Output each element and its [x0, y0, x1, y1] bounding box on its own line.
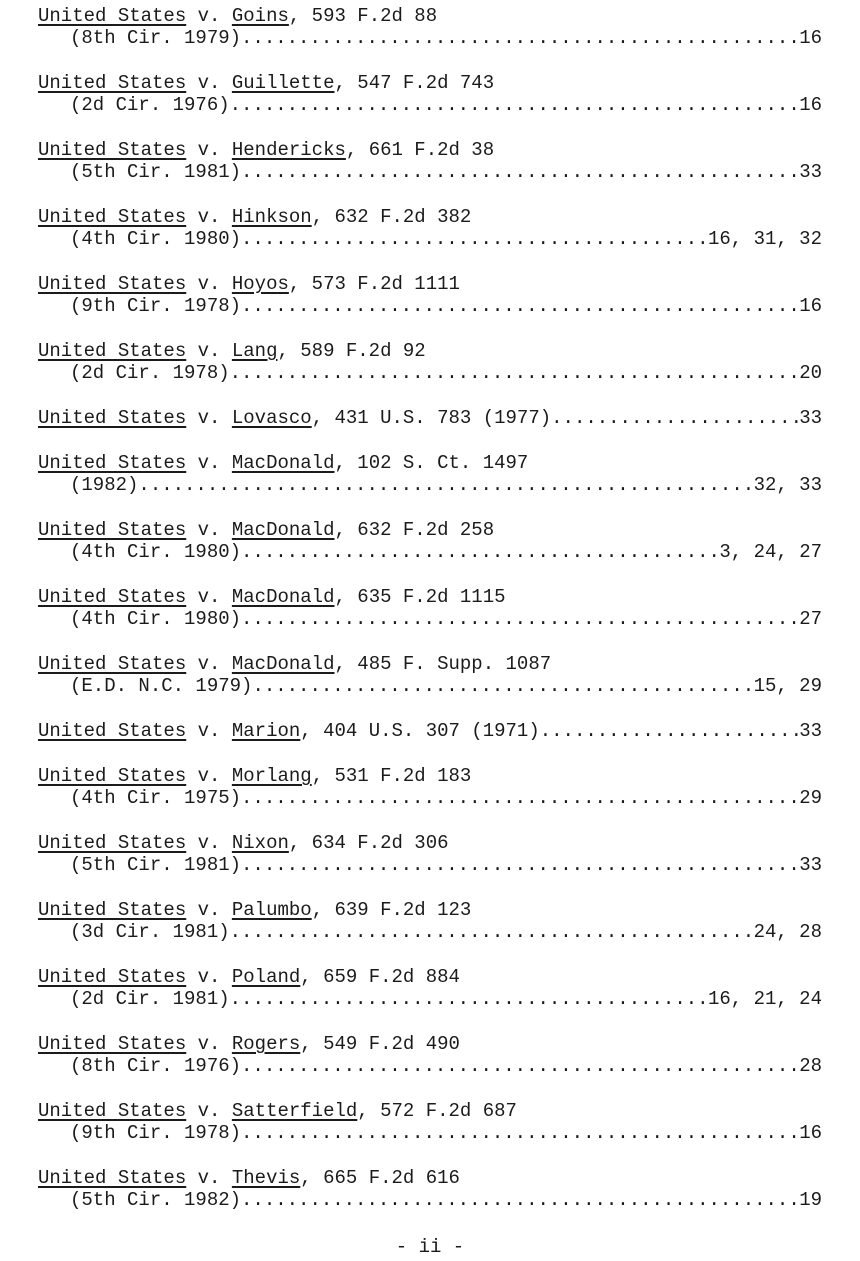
case-citation-line: [38, 832, 822, 854]
authority-entry: [38, 5, 822, 72]
page-refs: 3, 24, 27: [719, 541, 822, 563]
dot-leader: [230, 94, 800, 116]
court-page-line: [38, 295, 822, 317]
party-name: United States: [38, 340, 187, 362]
court-page-line: [38, 854, 822, 876]
reporter-cite: , 635 F.2d 1115: [334, 586, 506, 608]
case-name: Goins: [231, 5, 289, 27]
versus: v.: [197, 1100, 221, 1122]
case-name: Poland: [231, 966, 301, 988]
party-name: United States: [38, 1100, 187, 1122]
authority-entry: [38, 586, 822, 653]
page-refs: 33: [799, 407, 822, 429]
court-page-line: [38, 94, 822, 116]
authority-entry: [38, 273, 822, 340]
authority-entry: [38, 765, 822, 832]
dot-leader: [241, 228, 708, 250]
case-name: Hoyos: [231, 273, 289, 295]
case-citation-line: [38, 1100, 822, 1122]
case-name: Hinkson: [231, 206, 312, 228]
dot-leader: [540, 720, 799, 742]
reporter-cite: , 665 F.2d 616: [300, 1167, 460, 1189]
dot-leader: [138, 474, 753, 496]
page-refs: 33: [799, 161, 822, 183]
case-name: MacDonald: [231, 452, 335, 474]
reporter-cite: , 531 F.2d 183: [311, 765, 472, 787]
court-year: (5th Cir. 1981): [70, 854, 242, 876]
page-refs: 19: [799, 1189, 822, 1211]
party-name: United States: [38, 5, 187, 27]
versus: v.: [197, 340, 221, 362]
case-citation-line: [38, 273, 822, 295]
authority-entry: [38, 452, 822, 519]
case-name: MacDonald: [231, 519, 335, 541]
page-refs: 27: [799, 608, 822, 630]
case-citation-line: [38, 1167, 822, 1189]
reporter-cite: , 573 F.2d 1111: [288, 273, 460, 295]
versus: v.: [197, 832, 221, 854]
party-name: United States: [38, 586, 187, 608]
party-name: United States: [38, 899, 187, 921]
page-number: - ii -: [395, 1236, 465, 1258]
court-page-line: [38, 161, 822, 183]
authority-entry: [38, 899, 822, 966]
party-name: United States: [38, 653, 187, 675]
reporter-cite: , 431 U.S. 783 (1977): [311, 407, 552, 429]
court-page-line: [38, 27, 822, 49]
versus: v.: [197, 273, 221, 295]
authority-entry: [38, 519, 822, 586]
case-name: Thevis: [231, 1167, 301, 1189]
authority-entry: [38, 720, 822, 765]
case-citation-line: [38, 452, 822, 474]
court-page-line: [38, 787, 822, 809]
dot-leader: [230, 362, 800, 384]
court-page-line: [38, 228, 822, 250]
versus: v.: [197, 765, 221, 787]
court-year: (1982): [70, 474, 139, 496]
party-name: United States: [38, 966, 187, 988]
court-year: (8th Cir. 1976): [70, 1055, 242, 1077]
case-name: Satterfield: [231, 1100, 358, 1122]
court-year: (9th Cir. 1978): [70, 1122, 242, 1144]
versus: v.: [197, 452, 221, 474]
case-citation-line: [38, 899, 822, 921]
case-citation-line: [38, 1033, 822, 1055]
court-page-line: [38, 1122, 822, 1144]
party-name: United States: [38, 765, 187, 787]
dot-leader: [241, 295, 799, 317]
versus: v.: [197, 720, 221, 742]
court-page-line: [38, 675, 822, 697]
court-year: (4th Cir. 1980): [70, 608, 242, 630]
party-name: United States: [38, 206, 187, 228]
page-refs: 24, 28: [753, 921, 822, 943]
dot-leader: [241, 1055, 799, 1077]
versus: v.: [197, 1167, 221, 1189]
page-refs: 32, 33: [753, 474, 822, 496]
page-refs: 20: [799, 362, 822, 384]
authority-entry: [38, 653, 822, 720]
party-name: United States: [38, 1167, 187, 1189]
dot-leader: [241, 161, 799, 183]
page-refs: 33: [799, 854, 822, 876]
case-name: Marion: [231, 720, 301, 742]
reporter-cite: , 659 F.2d 884: [300, 966, 460, 988]
versus: v.: [197, 139, 221, 161]
authority-entry: [38, 832, 822, 899]
case-name: MacDonald: [231, 586, 335, 608]
authority-entry: [38, 340, 822, 407]
case-name: Nixon: [231, 832, 289, 854]
court-year: (2d Cir. 1976): [70, 94, 230, 116]
court-page-line: [38, 921, 822, 943]
court-year: (4th Cir. 1980): [70, 228, 242, 250]
case-name: Lovasco: [231, 407, 312, 429]
reporter-cite: , 485 F. Supp. 1087: [334, 653, 552, 675]
page-refs: 28: [799, 1055, 822, 1077]
case-name: Lang: [231, 340, 278, 362]
court-year: (4th Cir. 1975): [70, 787, 242, 809]
dot-leader: [252, 675, 753, 697]
versus: v.: [197, 966, 221, 988]
dot-leader: [241, 541, 719, 563]
dot-leader: [241, 1122, 799, 1144]
page-refs: 16: [799, 27, 822, 49]
court-page-line: [38, 1189, 822, 1211]
party-name: United States: [38, 519, 187, 541]
page-refs: 16: [799, 94, 822, 116]
reporter-cite: , 404 U.S. 307 (1971): [300, 720, 540, 742]
party-name: United States: [38, 273, 187, 295]
dot-leader: [551, 407, 799, 429]
case-citation-line: [38, 5, 822, 27]
page-refs: 16, 31, 32: [707, 228, 822, 250]
versus: v.: [197, 72, 221, 94]
reporter-cite: , 547 F.2d 743: [334, 72, 495, 94]
case-name: MacDonald: [231, 653, 335, 675]
page-refs: 16, 21, 24: [707, 988, 822, 1010]
table-of-authorities: [38, 5, 822, 1234]
dot-leader: [241, 787, 799, 809]
case-citation-line: [38, 139, 822, 161]
case-citation-line: [38, 586, 822, 608]
case-name: Hendericks: [231, 139, 346, 161]
case-citation-line: [38, 519, 822, 541]
reporter-cite: , 632 F.2d 382: [311, 206, 472, 228]
case-name: Palumbo: [231, 899, 312, 921]
page-refs: 16: [799, 1122, 822, 1144]
case-name: Rogers: [231, 1033, 301, 1055]
dot-leader: [241, 608, 799, 630]
reporter-cite: , 632 F.2d 258: [334, 519, 495, 541]
court-year: (5th Cir. 1981): [70, 161, 242, 183]
court-page-line: [38, 988, 822, 1010]
party-name: United States: [38, 72, 187, 94]
party-name: United States: [38, 407, 187, 429]
court-page-line: [38, 362, 822, 384]
court-year: (4th Cir. 1980): [70, 541, 242, 563]
court-year: (E.D. N.C. 1979): [70, 675, 253, 697]
dot-leader: [241, 27, 799, 49]
court-year: (8th Cir. 1979): [70, 27, 242, 49]
versus: v.: [197, 206, 221, 228]
court-year: (9th Cir. 1978): [70, 295, 242, 317]
case-citation-line: [38, 340, 822, 362]
case-citation-line: [38, 206, 822, 228]
authority-entry: [38, 72, 822, 139]
party-name: United States: [38, 720, 187, 742]
case-citation-line: [38, 966, 822, 988]
case-citation-line: [38, 653, 822, 675]
court-page-line: [38, 541, 822, 563]
reporter-cite: , 661 F.2d 38: [345, 139, 495, 161]
case-citation-line: [38, 720, 822, 742]
reporter-cite: , 572 F.2d 687: [357, 1100, 517, 1122]
party-name: United States: [38, 139, 187, 161]
reporter-cite: , 634 F.2d 306: [288, 832, 449, 854]
reporter-cite: , 589 F.2d 92: [277, 340, 426, 362]
reporter-cite: , 102 S. Ct. 1497: [334, 452, 529, 474]
dot-leader: [241, 854, 799, 876]
case-name: Guillette: [231, 72, 335, 94]
case-citation-line: [38, 407, 822, 429]
page-refs: 16: [799, 295, 822, 317]
versus: v.: [197, 5, 221, 27]
page-refs: 29: [799, 787, 822, 809]
reporter-cite: , 549 F.2d 490: [300, 1033, 460, 1055]
authority-entry: [38, 1167, 822, 1234]
dot-leader: [241, 1189, 799, 1211]
versus: v.: [197, 519, 221, 541]
case-citation-line: [38, 72, 822, 94]
authority-entry: [38, 206, 822, 273]
versus: v.: [197, 899, 221, 921]
party-name: United States: [38, 832, 187, 854]
party-name: United States: [38, 1033, 187, 1055]
court-year: (5th Cir. 1982): [70, 1189, 242, 1211]
court-page-line: [38, 474, 822, 496]
reporter-cite: , 593 F.2d 88: [288, 5, 438, 27]
versus: v.: [197, 407, 221, 429]
authority-entry: [38, 966, 822, 1033]
court-year: (2d Cir. 1981): [70, 988, 230, 1010]
authority-entry: [38, 1033, 822, 1100]
authority-entry: [38, 1100, 822, 1167]
court-page-line: [38, 1055, 822, 1077]
page-refs: 15, 29: [753, 675, 822, 697]
versus: v.: [197, 1033, 221, 1055]
court-year: (3d Cir. 1981): [70, 921, 230, 943]
dot-leader: [230, 988, 708, 1010]
court-page-line: [38, 608, 822, 630]
versus: v.: [197, 653, 221, 675]
case-name: Morlang: [231, 765, 312, 787]
reporter-cite: , 639 F.2d 123: [311, 899, 472, 921]
authority-entry: [38, 139, 822, 206]
versus: v.: [197, 586, 221, 608]
case-citation-line: [38, 765, 822, 787]
authority-entry: [38, 407, 822, 452]
dot-leader: [230, 921, 754, 943]
court-year: (2d Cir. 1978): [70, 362, 230, 384]
party-name: United States: [38, 452, 187, 474]
page-refs: 33: [799, 720, 822, 742]
